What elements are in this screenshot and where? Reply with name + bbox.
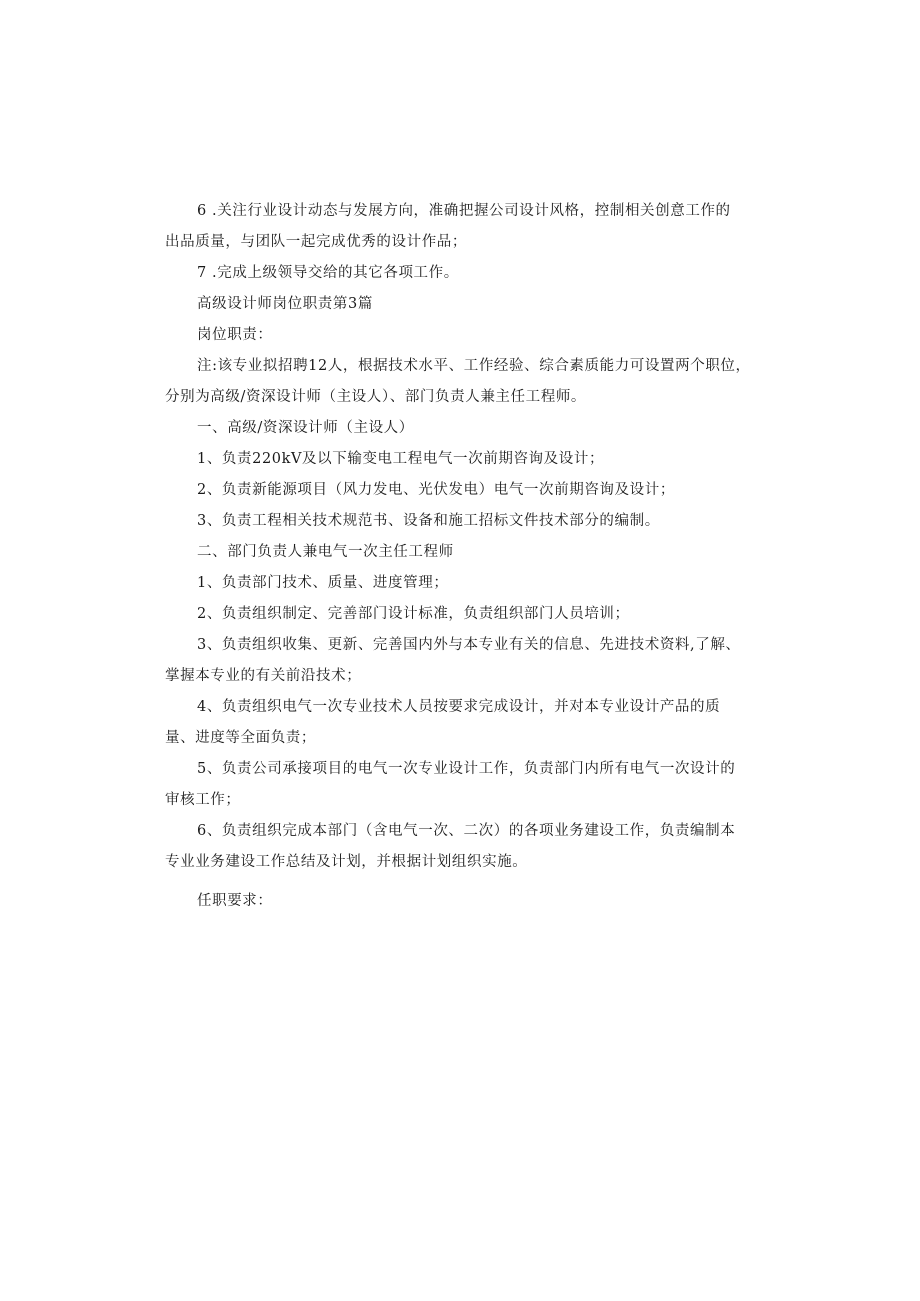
subsection-1-item-3: 3、负责工程相关技术规范书、设备和施工招标文件技术部分的编制。: [197, 513, 660, 529]
subsection-1-item-1: 1、负责220kV及以下输变电工程电气一次前期咨询及设计；: [197, 451, 605, 467]
section-title: 高级设计师岗位职责第3篇: [197, 296, 373, 312]
subsection-2-item-3-line2: 掌握本专业的有关前沿技术；: [165, 668, 362, 684]
subsection-2-item-6-line1: 6、负责组织完成本部门（含电气一次、二次）的各项业务建设工作，负责编制本: [197, 823, 736, 839]
subsection-2-item-4-line1: 4、负责组织电气一次专业技术人员按要求完成设计，并对本专业设计产品的质: [197, 699, 721, 715]
subsection-2-item-6-line2: 专业业务建设工作总结及计划，并根据计划组织实施。: [165, 854, 528, 870]
duties-heading: 岗位职责：: [197, 327, 273, 343]
subsection-2-item-3-line1: 3、负责组织收集、更新、完善国内外与本专业有关的信息、先进技术资料,了解、: [197, 637, 741, 653]
subsection-2-item-2: 2、负责组织制定、完善部门设计标准，负责组织部门人员培训；: [197, 606, 630, 622]
note-line2: 分别为高级/资深设计师（主设人）、部门负责人兼主任工程师。: [165, 389, 587, 405]
subsection-2-item-5-line2: 审核工作；: [165, 792, 241, 808]
paragraph-item-7: 7 .完成上级领导交给的其它各项工作。: [197, 265, 459, 281]
note-line1: 注:该专业拟招聘12人，根据技术水平、工作经验、综合素质能力可设置两个职位，: [197, 358, 751, 374]
subsection-2-heading: 二、部门负责人兼电气一次主任工程师: [197, 544, 454, 560]
subsection-1-heading: 一、高级/资深设计师（主设人）: [197, 420, 414, 436]
subsection-2-item-5-line1: 5、负责公司承接项目的电气一次专业设计工作，负责部门内所有电气一次设计的: [197, 761, 736, 777]
document-body: [165, 196, 755, 917]
paragraph-item-6-line1: 6 .关注行业设计动态与发展方向，准确把握公司设计风格，控制相关创意工作的: [197, 203, 731, 219]
spacer: [165, 878, 755, 886]
paragraph-item-6-line2: 出品质量，与团队一起完成优秀的设计作品；: [165, 234, 467, 250]
subsection-2-item-1: 1、负责部门技术、质量、进度管理；: [197, 575, 449, 591]
subsection-1-item-2: 2、负责新能源项目（风力发电、光伏发电）电气一次前期咨询及设计；: [197, 482, 675, 498]
requirements-heading: 任职要求：: [197, 893, 273, 909]
subsection-2-item-4-line2: 量、进度等全面负责；: [165, 730, 316, 746]
